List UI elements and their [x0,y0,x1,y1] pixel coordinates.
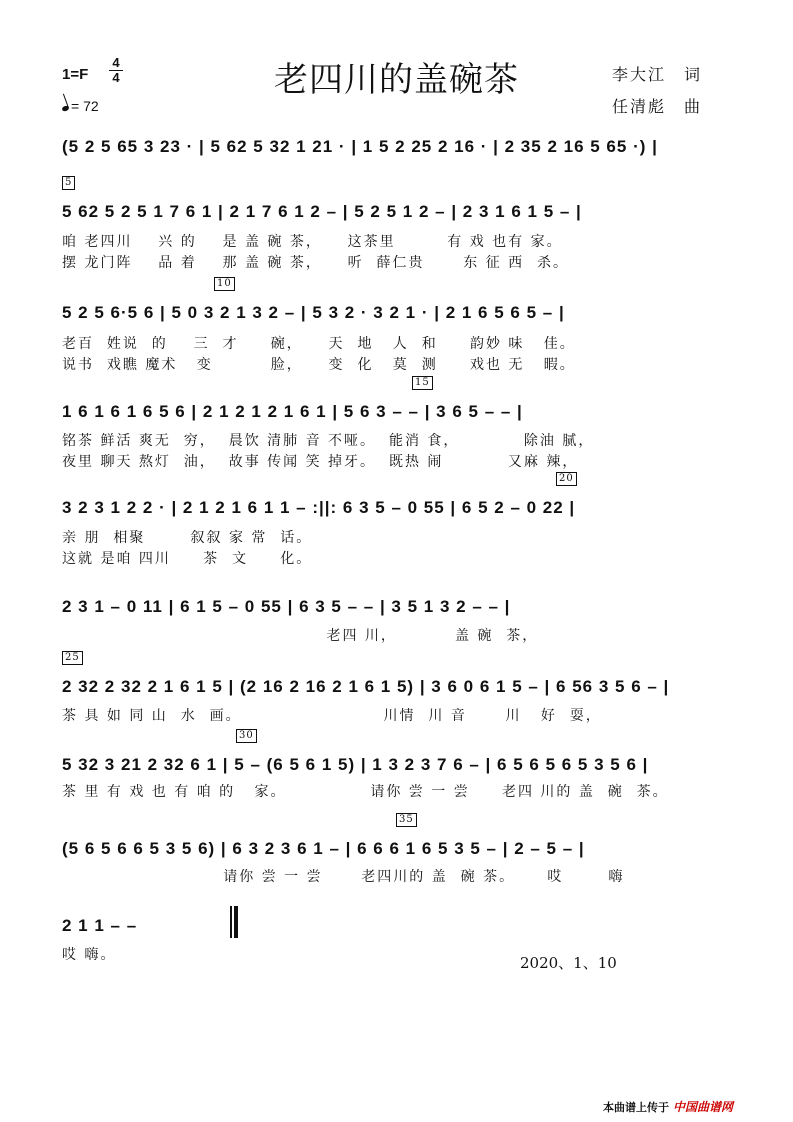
lyrics-line-5-verse-1: 亲 朋 相聚 叙叙 家 常 话。 [62,530,313,546]
measure-number: 30 [236,729,257,743]
measure-number: 15 [412,376,433,390]
notes: 2 32 2 32 2 1 6 1 5 | (2 16 2 16 2 1 6 1 5) | 3 6 0 6 1 5 – | 6 56 3 5 6 – | [62,677,670,696]
lyrics-line-8: 茶 里 有 戏 也 有 咱 的 家。 请你 尝 一 尝 老四 川的 盖 碗 茶。 [62,784,669,800]
footer-watermark [603,1098,733,1115]
score-line-8 [62,730,732,775]
composer-credit: 任清彪 曲 [612,97,703,116]
lyrics-line-2-verse-2: 摆 龙门阵 品 着 那 盖 碗 茶， 听 薛仁贵 东 征 西 杀。 [62,255,570,271]
lyrics-line-2-verse-1: 咱 老四川 兴 的 是 盖 碗 茶， 这茶里 有 戏 也有 家。 [62,234,563,250]
score-line-6 [62,597,732,617]
composition-date: 2020、1、10 [520,954,617,972]
quarter-note-icon [61,105,69,112]
lyricist-credit: 李大江 词 [612,65,703,84]
notes: 3 2 3 1 2 2 · | 2 1 2 1 6 1 1 – :||: 6 3 5 – 0 55 | 6 5 2 – 0 22 | [62,498,576,517]
score-line-3 [62,278,732,323]
score-line-4 [62,377,732,422]
lyrics-line-5-verse-2: 这就 是咱 四川 茶 文 化。 [62,551,313,567]
measure-number: 20 [556,472,577,486]
notes: 1 6 1 6 1 6 5 6 | 2 1 2 1 2 1 6 1 | 5 6 3 – – | 3 6 5 – – | [62,402,523,421]
lyrics-line-3-verse-2: 说书 戏瞧 魔术 变 脸， 变 化 莫 测 戏也 无 暇。 [62,357,576,373]
lyrics-line-3-verse-1: 老百 姓说 的 三 才 碗， 天 地 人 和 韵妙 味 佳。 [62,336,576,352]
final-barline-thick [234,906,238,938]
score-line-9 [62,814,732,859]
tempo-marking [62,98,99,114]
time-signature-bottom: 4 [112,70,120,85]
measure-number: 10 [214,277,235,291]
score-line-7 [62,652,732,697]
notes: 2 1 1 – – [62,916,138,935]
song-title: 老四川的盖碗茶 [274,60,519,100]
final-barline [230,906,232,938]
notes: 2 3 1 – 0 11 | 6 1 5 – 0 55 | 6 3 5 – – | 3 5 1 3 2 – – | [62,597,511,616]
tempo-value: = 72 [71,98,99,114]
lyrics-line-4-verse-2: 夜里 聊天 熬灯 油， 故事 传闻 笑 掉牙。 既热 闹 又麻 辣， [62,454,579,470]
score-line-5 [62,473,732,518]
notes: 5 32 3 21 2 32 6 1 | 5 – (6 5 6 1 5) | 1 3 2 3 7 6 – | 6 5 6 5 6 5 3 5 6 | [62,755,649,774]
lyrics-line-7: 茶 具 如 同 山 水 画。 川情 川 音 川 好 耍， [62,708,602,724]
lyrics-line-10: 哎 嗨。 [62,947,117,963]
time-signature [109,56,123,85]
score-line-1 [62,137,732,157]
lyrics-line-6: 老四 川， 盖 碗 茶， [62,628,539,644]
notes: 5 2 5 6·5 6 | 5 0 3 2 1 3 2 – | 5 3 2 · 3 2 1 · | 2 1 6 5 6 5 – | [62,303,565,322]
time-signature-top: 4 [109,56,123,71]
notes: (5 2 5 65 3 23 · | 5 62 5 32 1 21 · | 1 5 2 25 2 16 · | 2 35 2 16 5 65 ·) | [62,137,658,156]
site-logo: 中国曲谱网 [673,1100,734,1114]
measure-number: 35 [396,813,417,827]
footer-text: 本曲谱上传于 [603,1101,669,1114]
score-line-2 [62,177,732,222]
key-signature: 1=F [62,66,89,83]
lyrics-line-4-verse-1: 铭茶 鲜活 爽无 穷， 晨饮 清肺 音 不哑。 能消 食， 除油 腻， [62,433,595,449]
measure-number: 5 [62,176,75,190]
measure-number: 25 [62,651,83,665]
notes: (5 6 5 6 6 5 3 5 6) | 6 3 2 3 6 1 – | 6 6 6 1 6 5 3 5 – | 2 – 5 – | [62,839,585,858]
score-line-10 [62,916,732,936]
notes: 5 62 5 2 5 1 7 6 1 | 2 1 7 6 1 2 – | 5 2 5 1 2 – | 2 3 1 6 1 5 – | [62,202,582,221]
lyrics-line-9: 请你 尝 一 尝 老四川的 盖 碗 茶。 哎 嗨 [62,869,625,885]
